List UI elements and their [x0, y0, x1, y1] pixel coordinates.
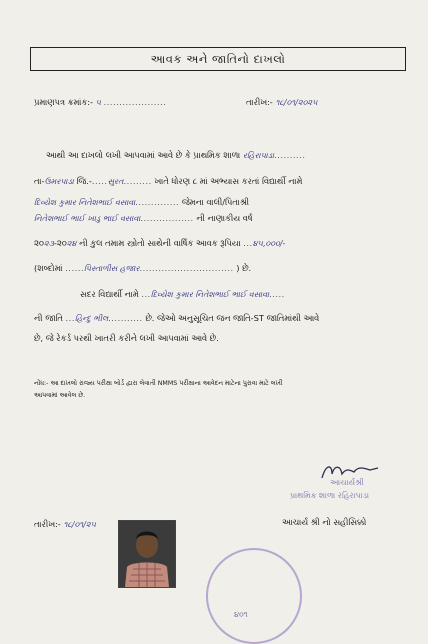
body-line-3: દિવ્યેશ કુમાર નિતેશભાઈ વસાવા.............. જેમના વાલી/પિતાશ્રી [34, 197, 249, 207]
date-row [246, 97, 317, 108]
body-line-2: તા-ઉમરપાડા જિ.-.....સુરત......... ખાતે ધોરણ ૮ માં અભ્યાસ કરતાં વિદ્યાર્થી નામે [34, 176, 303, 186]
body-text-2: ખાતે ધોરણ ૮ માં અભ્યાસ કરતાં વિદ્યાર્થી નામે [154, 176, 303, 186]
body-line-4: નિતેશભાઈ ભાઈ ખાડુ ભાઈ વસાવા................. ની નાણાકીય વર્ષ [34, 213, 253, 223]
words-label: (શબ્દોમાં [34, 263, 63, 273]
fy-mid: -૨૦ [53, 238, 67, 248]
principal-signature-label: આચાર્ય શ્રી નો સહીસિક્કો [282, 517, 367, 527]
school-round-stamp [206, 548, 302, 644]
district-label: જિ.- [76, 176, 92, 186]
stamp-school: પ્રાથમિક શાળા રહિરાપાડા [290, 491, 370, 500]
body-line-8: ની જાતિ ...હિન્દુ ભીલ........... છે. જેઓ અનુસૂચિત જન જાતિ-ST જાતિમાંથી આવે [34, 313, 320, 323]
caste-value: હિન્દુ ભીલ [74, 314, 109, 323]
body-line-7: સદર વિદ્યાર્થી નામે ...દિવ્યેશ કુમાર નિતેશભાઈ ભાઈ વસાવા..... [80, 289, 285, 299]
footer-date-row [34, 519, 96, 530]
fy-prefix: ૨૦ [34, 238, 44, 248]
body-text-1: આથી આ દાખલો લખી આપવામાં આવે છે કે પ્રાથમિક શાળા [46, 150, 241, 160]
fy-to: ૨૪ [66, 239, 77, 248]
body-line-9 [34, 333, 219, 344]
district-value: સુરત [107, 177, 124, 186]
student-name-1: દિવ્યેશ કુમાર નિતેશભાઈ વસાવા [34, 198, 136, 207]
certificate-number-label: પ્રમાણપત્ર ક્રમાંક:- [34, 97, 94, 107]
date-label: તારીખ:- [246, 97, 273, 107]
caste-label: ની જાતિ [34, 313, 63, 323]
certificate-title: આવક અને જાતિનો દાખલો [30, 47, 406, 71]
school-name: રહિરાપાડા [242, 151, 275, 160]
body-line-1: આથી આ દાખલો લખી આપવામાં આવે છે કે પ્રાથમિક શાળા રહિરાપાડા.......... [46, 150, 306, 160]
footer-date-label: તારીખ:- [34, 519, 61, 529]
body-line-6: (શબ્દોમાં ......પિસ્તાળીસ હજાર.............................. ) છે. [34, 263, 252, 273]
stamp-principal: આચાર્યશ્રી [330, 478, 364, 487]
guardian-label: જેમના વાલી/પિતાશ્રી [181, 197, 249, 207]
student-name-2: દિવ્યેશ કુમાર નિતેશભાઈ ભાઈ વસાવા [150, 290, 270, 299]
student-photo [118, 520, 176, 588]
income-label: ની કુલ તમામ સ્ત્રોતો સાથેની વાર્ષિક આવક રૂપિયા [79, 238, 241, 248]
words-close: ) છે. [236, 263, 252, 273]
student-label: સદર વિદ્યાર્થી નામે [80, 289, 139, 299]
fiscal-year-label: ની નાણાકીય વર્ષ [196, 213, 253, 223]
income-value: ૪૫,૦૦૦/- [252, 239, 286, 248]
income-in-words: પિસ્તાળીસ હજાર [84, 264, 140, 273]
note [34, 378, 394, 402]
footer-date-value: ૧૮/૦૧/૨૫ [63, 520, 96, 529]
body-line-5: ૨૦૨૩-૨૦૨૪ ની કુલ તમામ સ્ત્રોતો સાથેની વાર્ષિક આવક રૂપિયા ...૪૫,૦૦૦/- [34, 238, 286, 248]
note-line-1: નોંધ:- આ દાખલો રાજ્ય પરીક્ષા બોર્ડ દ્વારા લેવાતી NMMS પરીક્ષાના આવેદન માટેના પુરાવા માટે લખી [34, 380, 283, 387]
certificate-number-value: ૫ [95, 98, 101, 107]
certificate-number-row: પ્રમાણપત્ર ક્રમાંક:- ૫ .................... [34, 97, 167, 107]
taluka-value: ઉમરપાડા [44, 177, 74, 186]
note-line-2: આપવામાં આવેલ છે. [34, 392, 86, 399]
fy-from: ૨૩ [43, 239, 54, 248]
guardian-name: નિતેશભાઈ ભાઈ ખાડુ ભાઈ વસાવા [34, 214, 141, 223]
body-text-9: છે, જે રેકર્ડ પરથી ખાતરી કરીને લખી આપવામાં આવે છે. [34, 333, 219, 343]
date-value: ૧૮/૦૧/૨૦૨૫ [275, 98, 318, 107]
round-stamp-number: ૪૦૧ [234, 610, 248, 619]
body-text-8: છે. જેઓ અનુસૂચિત જન જાતિ-ST જાતિમાંથી આવે [145, 313, 320, 323]
taluka-label: તા- [34, 176, 45, 186]
